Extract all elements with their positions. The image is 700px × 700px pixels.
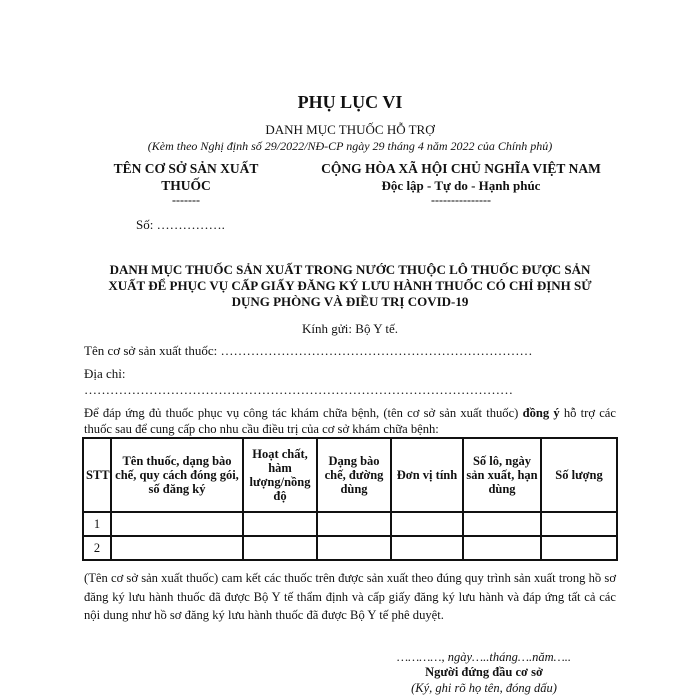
producer-name-field: Tên cơ sở sản xuất thuốc: ………………………………………………………………	[84, 343, 533, 358]
table-cell	[541, 536, 617, 560]
document-number-field: Số: …………….	[136, 217, 225, 232]
list-title-line1: DANH MỤC THUỐC SẢN XUẤT TRONG NƯỚC THUỘC LÔ THUỐC ĐƯỢC SẢN	[109, 262, 591, 277]
table-cell: 2	[83, 536, 111, 560]
table-cell	[243, 512, 317, 536]
table-cell	[463, 512, 541, 536]
nation-name: CỘNG HÒA XÃ HỘI CHỦ NGHĨA VIỆT NAM	[321, 161, 601, 176]
list-title	[80, 262, 620, 310]
signer-title: Người đứng đầu cơ sở	[425, 665, 543, 679]
list-title-line2: XUẤT ĐỂ PHỤC VỤ CẤP GIẤY ĐĂNG KÝ LƯU HÀNH THUỐC CÓ CHỈ ĐỊNH SỬ	[108, 278, 592, 293]
header-drug-name: Tên thuốc, dạng bào chế, quy cách đóng gói, số đăng ký	[111, 438, 243, 512]
org-divider: -------	[172, 193, 200, 207]
address-field: ………………………………………………………………………………………	[84, 382, 513, 397]
table-row	[83, 512, 617, 536]
header-unit: Đơn vị tính	[391, 438, 463, 512]
table-cell	[541, 512, 617, 536]
decree-reference: (Kèm theo Nghị định số 29/2022/NĐ-CP ngày 29 tháng 4 năm 2022 của Chính phủ)	[147, 139, 553, 153]
drug-list-table	[82, 437, 618, 561]
appendix-title: PHỤ LỤC VI	[297, 92, 403, 112]
table-cell	[463, 536, 541, 560]
header-quantity: Số lượng	[541, 438, 617, 512]
table-header-row	[83, 438, 617, 512]
nation-motto: Độc lập - Tự do - Hạnh phúc	[381, 178, 541, 193]
intro-paragraph	[84, 405, 616, 437]
salutation: Kính gửi: Bộ Y tế.	[302, 321, 398, 336]
table-row	[83, 536, 617, 560]
header-active-ingredient: Hoạt chất, hàm lượng/nồng độ	[243, 438, 317, 512]
table-cell: 1	[83, 512, 111, 536]
table-cell	[391, 536, 463, 560]
producer-org-name-line1: TÊN CƠ SỞ SẢN XUẤT	[113, 161, 259, 176]
table-cell	[111, 512, 243, 536]
table-cell	[243, 536, 317, 560]
table-cell	[391, 512, 463, 536]
signature-instruction: (Ký, ghi rõ họ tên, đóng dấu)	[411, 681, 557, 695]
intro-text-end: hỗ trợ các thuốc sau để cung cấp cho nhu cầu điều trị của cơ sở khám chữa bệnh:	[84, 406, 616, 436]
national-header	[296, 160, 626, 194]
commitment-paragraph: (Tên cơ sở sản xuất thuốc) cam kết các thuốc trên được sản xuất theo đúng quy trình sản xuất trong hồ sơ đăng ký lưu hành thuốc đã được Bộ Y tế thẩm định và cấp giấy đăng ký lưu hành và đáp ứng tất cả các nội dung như hồ sơ đăng ký lưu hành thuốc đã được Bộ Y tế phê duyệt.	[84, 571, 616, 622]
producer-org-name-line2: THUỐC	[161, 178, 211, 193]
header-lot-info: Số lô, ngày sản xuất, hạn dùng	[463, 438, 541, 512]
list-title-line3: DỤNG PHÒNG VÀ ĐIỀU TRỊ COVID-19	[231, 294, 469, 309]
document-subtitle: DANH MỤC THUỐC HỖ TRỢ	[265, 122, 435, 137]
intro-emphasis: đồng ý	[522, 406, 560, 420]
intro-text-start: Để đáp ứng đủ thuốc phục vụ công tác khám chữa bệnh, (tên cơ sở sản xuất thuốc)	[84, 406, 523, 420]
producer-org-name	[98, 160, 274, 194]
nation-divider: ---------------	[431, 193, 491, 207]
table-cell	[317, 536, 391, 560]
header-stt: STT	[83, 438, 111, 512]
date-line: …………, ngày…..tháng….năm…..	[397, 650, 571, 664]
table-cell	[317, 512, 391, 536]
address-label: Địa chỉ:	[84, 366, 126, 381]
table-cell	[111, 536, 243, 560]
header-dosage-form: Dạng bào chế, đường dùng	[317, 438, 391, 512]
